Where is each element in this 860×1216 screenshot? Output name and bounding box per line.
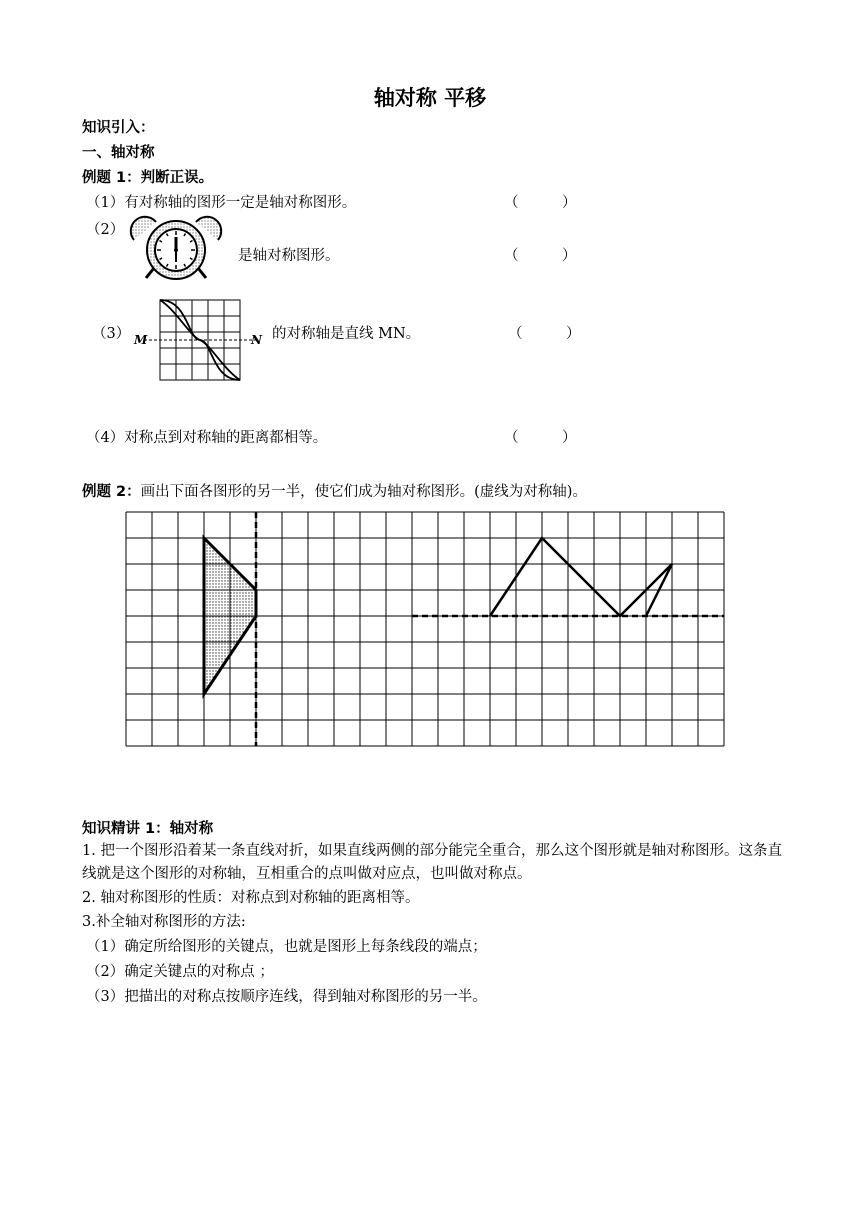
- question-3-text: 的对称轴是直线 MN。: [272, 326, 421, 342]
- section-heading-axial-symmetry: 一、轴对称: [82, 145, 155, 161]
- lecture-heading: 知识精讲 1：轴对称: [82, 821, 214, 837]
- answer-paren-3[interactable]: （ ）: [508, 326, 581, 342]
- question-4-number: （4）: [86, 430, 125, 446]
- zigzag-half-shape: [490, 538, 672, 616]
- example2-label: 例题 2：: [82, 484, 141, 500]
- lecture-point-1: 1. 把一个图形沿着某一条直线对折，如果直线两侧的部分能完全重合，那么这个图形就是轴对称图形。这条直线就是这个图形的对称轴，互相重合的点叫做对应点，也叫做对称点。: [82, 843, 782, 882]
- intro-heading: 知识引入：: [82, 120, 155, 136]
- question-4: [86, 426, 327, 447]
- question-3-number: （3）: [92, 326, 131, 342]
- example1-label: 例题 1：判断正误。: [82, 170, 214, 186]
- question-1-number: （1）: [86, 195, 125, 211]
- method-step-2: （2）确定关键点的对称点 ；: [86, 964, 274, 980]
- drawing-grid[interactable]: [122, 508, 732, 748]
- example2-text: 画出下面各图形的另一半，使它们成为轴对称图形。(虚线为对称轴)。: [140, 484, 587, 500]
- answer-paren-4[interactable]: （ ）: [504, 430, 577, 446]
- alarm-clock-icon: [126, 214, 226, 282]
- question-1: [86, 191, 356, 212]
- page-title: 轴对称 平移: [373, 86, 487, 110]
- question-2-number: （2）: [86, 222, 125, 238]
- answer-paren-2[interactable]: （ ）: [504, 248, 577, 264]
- answer-paren-1[interactable]: （ ）: [504, 195, 577, 211]
- axis-label-m: M: [134, 333, 148, 347]
- question-1-text: 有对称轴的图形一定是轴对称图形。: [124, 195, 357, 211]
- lecture-point-3: 3.补全轴对称图形的方法:: [82, 914, 246, 930]
- example2-prompt: [82, 480, 587, 501]
- lecture-point-2: 2. 轴对称图形的性质：对称点到对称轴的距离相等。: [82, 890, 420, 906]
- question-2-text: 是轴对称图形。: [238, 248, 340, 264]
- method-step-3: （3）把描出的对称点按顺序连线，得到轴对称图形的另一半。: [86, 989, 487, 1005]
- grid-figure-with-axis: [130, 296, 270, 388]
- question-4-text: 对称点到对称轴的距离都相等。: [124, 430, 328, 446]
- method-step-1: （1）确定所给图形的关键点，也就是图形上每条线段的端点；: [86, 939, 487, 955]
- axis-label-n: N: [251, 333, 262, 347]
